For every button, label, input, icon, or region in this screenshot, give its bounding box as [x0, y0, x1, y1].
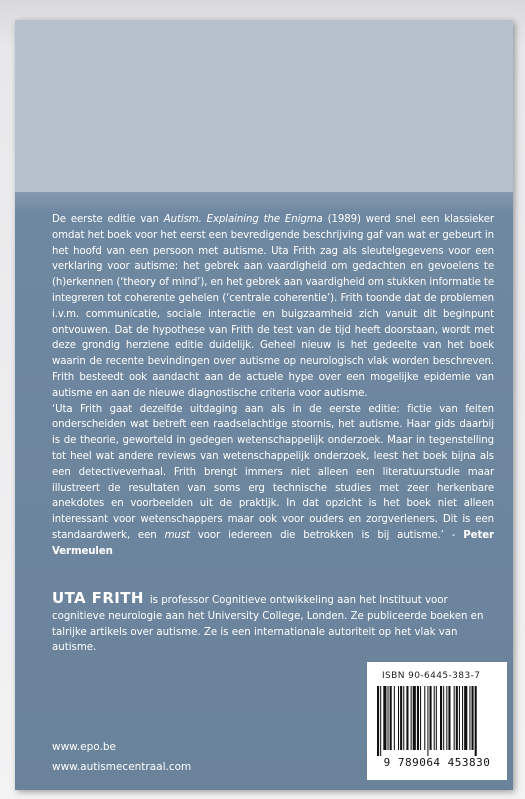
- barcode-icon: [375, 686, 499, 756]
- barcode-bar: [448, 686, 450, 750]
- barcode-bar: [413, 686, 416, 750]
- barcode-bar: [380, 686, 381, 756]
- barcode-bar: [459, 686, 460, 750]
- website-link-epo[interactable]: www.epo.be: [52, 741, 116, 753]
- reviewer-name: Peter Vermeulen: [52, 529, 494, 557]
- barcode-bar: [469, 686, 470, 750]
- barcode-bar: [411, 686, 412, 750]
- barcode-bar: [436, 686, 437, 750]
- barcode-digits: 9 789064 453830: [383, 756, 491, 769]
- barcode-bar: [417, 686, 419, 750]
- barcode-bar: [394, 686, 395, 750]
- review-quote: [52, 402, 494, 560]
- barcode-bar: [420, 686, 421, 750]
- review-text: ‘Uta Frith gaat dezelfde uitdaging aan als in de eerste editie: fictie van feiten onderscheiden wat betreft een raadselachtige stoornis, het autisme. Haar gids daarbij is de theorie, geworteld in gedegen wetenschappelijk onderzoek. Maar in tegenstelling tot heel wat andere reviews van wetenschappelijk onderzoek, leest het boek bijna als een detectiveverhaal. Frith brengt immers niet alleen een literatuurstudie maar illustreert de resultaten van soms erg technische studies met zeer herkenbare anekdotes en voorbeelden uit de praktijk. In dat opzicht is het boek niet alleen interessant voor wetenschappers maar ook voor ouders en zorgverleners. Dit is een standaardwerk, een: [52, 403, 494, 541]
- barcode-box: [367, 662, 507, 780]
- website-links: [52, 737, 191, 777]
- barcode-bar: [390, 686, 392, 750]
- cover-top-band: [15, 20, 513, 192]
- barcode-bar: [383, 686, 386, 750]
- must-word: must: [164, 529, 190, 541]
- website-link-autismecentraal[interactable]: www.autismecentraal.com: [52, 761, 192, 773]
- p1-rest: (1989) werd snel een klassieker omdat het boek voor het eerst een bevredigende beschrijving gaf van wat er gebeurt in het hoofd van een persoon met autisme. Uta Frith zag als sleutelgegevens voor een verklaring voor autisme: het gebrek aan vaardigheid om gedachten en gevoelens te (h)erkennen (‘theory of mind’), en het gebrek aan vaardigheid om stukken informatie te integreren tot coherente gehelen (‘centrale coherentie’). Frith toonde dat de problemen i.v.m. communicatie, sociale interactie en buigzaamheid zich vanuit dit beginpunt ontvouwen. Dat de hypothese van Frith de test van de tijd heeft doorstaan, wordt met deze grondig herziene editie duidelijk. Geheel nieuw is het gedeelte van het boek waarin de recente bevindingen over autisme op neurologisch vlak worden beschreven. Frith besteedt ook aandacht aan de actuele hype over een mogelijke epidemie van autisme en aan de nieuwe diagnostische criteria voor autisme.: [52, 214, 494, 399]
- barcode-bar: [456, 686, 458, 750]
- barcode-bar: [446, 686, 447, 750]
- barcode-bar: [398, 686, 399, 750]
- barcode-bar: [377, 686, 379, 756]
- p1-intro: De eerste editie van: [52, 214, 164, 225]
- barcode-bar: [430, 686, 432, 750]
- barcode-bar: [403, 686, 404, 750]
- author-bio: [52, 591, 497, 656]
- description-paragraph-1: [52, 212, 494, 402]
- barcode-bar: [443, 686, 444, 750]
- barcode-bar: [388, 686, 389, 750]
- author-bio-text: is professor Cognitieve ontwikkeling aan het Instituut voor cognitieve neurologie aan het University College, Londen. Ze publiceerde boeken en talrijke artikels over autisme. Ze is een internationale autoriteit op het vlak van autisme.: [52, 595, 484, 654]
- barcode-bar: [462, 686, 463, 750]
- barcode-bar: [434, 686, 435, 750]
- barcode-bar: [400, 686, 402, 750]
- description-text: [52, 212, 494, 560]
- barcode-bar: [440, 686, 442, 750]
- barcode-bar: [454, 686, 455, 750]
- barcode-bar: [424, 686, 425, 750]
- barcode-bar: [475, 686, 477, 756]
- isbn-label: ISBN 90-6445-383-7: [382, 671, 481, 681]
- author-name: UTA FRITH: [52, 589, 144, 607]
- barcode-bar: [427, 686, 428, 756]
- first-edition-title: Autism. Explaining the Enigma: [163, 214, 323, 225]
- barcode-bar: [464, 686, 467, 750]
- barcode-bar: [406, 686, 408, 750]
- review-text-end: voor iedereen die betrokken is bij autisme.’ -: [189, 529, 464, 541]
- barcode-bar: [472, 686, 474, 750]
